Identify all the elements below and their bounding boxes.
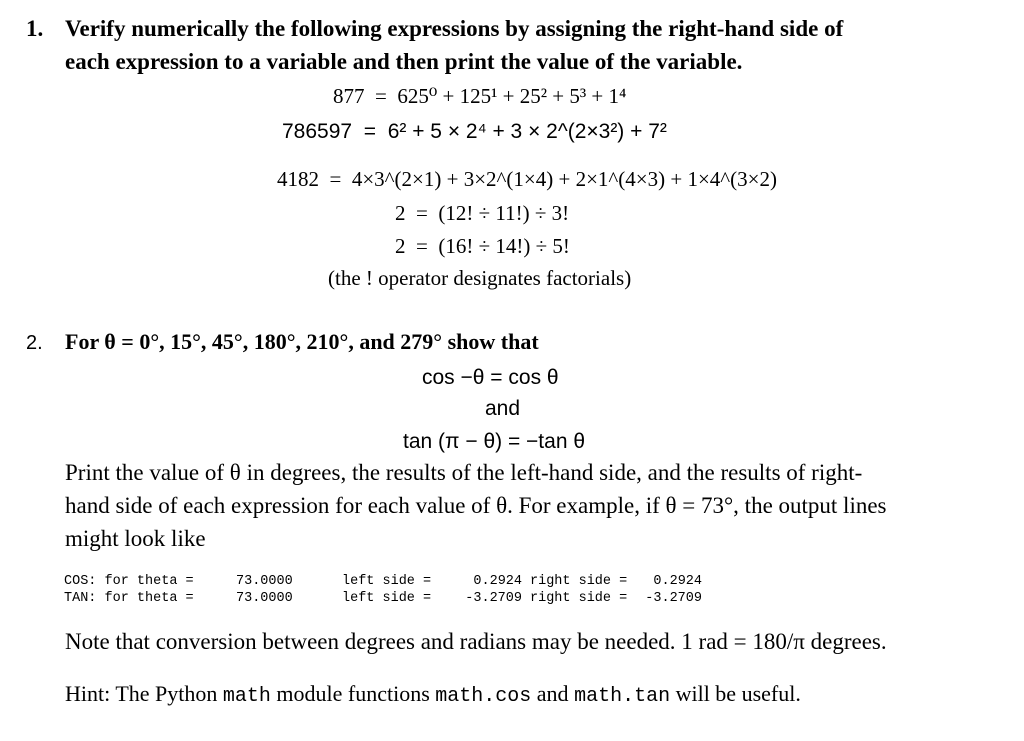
- equals-sign: =: [410, 201, 434, 225]
- problem-1-text-line-2: each expression to a variable and then print the value of the variable.: [65, 49, 743, 74]
- tan-identity: tan (π − θ) = −tan θ: [403, 430, 586, 453]
- problem-1-number: 1.: [26, 16, 44, 41]
- hint-func-tan: math.tan: [574, 685, 671, 708]
- instructions-line-1: Print the value of θ in degrees, the results of the left-hand side, and the results of right-: [65, 460, 863, 485]
- equation-3: [277, 167, 777, 192]
- output-right-label: right side =: [530, 591, 628, 606]
- equation-1-rhs: 625⁰ + 125¹ + 25² + 5³ + 1⁴: [397, 84, 627, 108]
- equation-5-rhs: (16! ÷ 14!) ÷ 5!: [438, 234, 570, 258]
- hint-middle: module functions: [270, 681, 436, 706]
- and-connector: and: [485, 397, 521, 420]
- output-theta: 73.0000: [236, 591, 293, 606]
- equation-3-rhs: 4×3^(2×1) + 3×2^(1×4) + 2×1^(4×3) + 1×4^(3×2): [351, 167, 777, 191]
- output-left-value: 0.2924: [473, 574, 522, 589]
- output-row-tan: [64, 590, 702, 607]
- problem-2-heading: For θ = 0°, 15°, 45°, 180°, 210°, and 279° show that: [65, 329, 539, 354]
- equals-sign: =: [357, 120, 382, 143]
- hint-text: [65, 681, 801, 708]
- conversion-note: Note that conversion between degrees and radians may be needed. 1 rad = 180/π degrees.: [65, 629, 887, 654]
- instructions-line-3: might look like: [65, 526, 206, 551]
- output-right-label: right side =: [530, 574, 628, 589]
- output-left-label: left side =: [342, 591, 432, 606]
- hint-and: and: [531, 681, 575, 706]
- output-row-cos: [64, 573, 702, 590]
- equation-4: [395, 201, 569, 226]
- output-left-label: left side =: [342, 574, 432, 589]
- problem-1-text-line-1: Verify numerically the following expressions by assigning the right-hand side of: [65, 16, 844, 41]
- hint-module: math: [222, 685, 271, 708]
- hint-suffix: will be useful.: [670, 681, 801, 706]
- hint-prefix: Hint: The Python: [65, 681, 223, 706]
- equation-2: [282, 120, 667, 144]
- equation-4-lhs: 2: [395, 201, 406, 225]
- equation-2-rhs: 6² + 5 × 2⁴ + 3 × 2^(2×3²) + 7²: [387, 120, 667, 143]
- equation-3-lhs: 4182: [277, 167, 319, 191]
- equation-2-lhs: 786597: [282, 120, 353, 143]
- equation-1: [333, 84, 626, 109]
- example-output: [64, 573, 702, 607]
- equation-4-rhs: (12! ÷ 11!) ÷ 3!: [438, 201, 570, 225]
- output-right-value: -3.2709: [645, 591, 702, 606]
- output-label: TAN: for theta =: [64, 591, 194, 606]
- output-theta: 73.0000: [236, 574, 293, 589]
- output-label: COS: for theta =: [64, 574, 194, 589]
- equals-sign: =: [410, 234, 434, 258]
- equation-5: [395, 234, 570, 259]
- cos-identity: cos −θ = cos θ: [422, 366, 559, 389]
- equation-5-lhs: 2: [395, 234, 406, 258]
- output-left-value: -3.2709: [465, 591, 522, 606]
- output-right-value: 0.2924: [653, 574, 702, 589]
- equals-sign: =: [369, 84, 393, 108]
- hint-func-cos: math.cos: [435, 685, 532, 708]
- instructions-line-2: hand side of each expression for each value of θ. For example, if θ = 73°, the output lines: [65, 493, 887, 518]
- problem-2-number: 2.: [26, 332, 43, 354]
- equals-sign: =: [324, 167, 347, 191]
- factorial-note: (the ! operator designates factorials): [328, 266, 632, 290]
- equation-1-lhs: 877: [333, 84, 365, 108]
